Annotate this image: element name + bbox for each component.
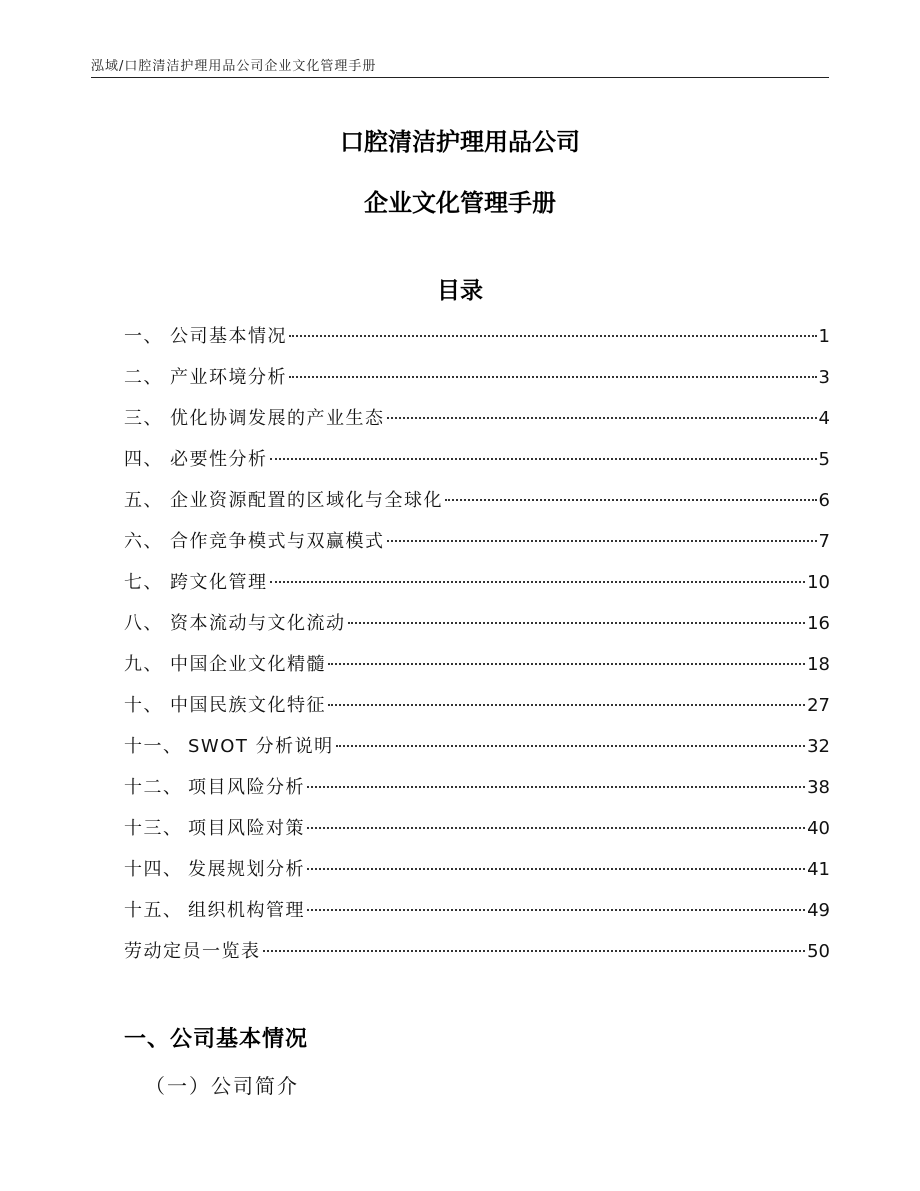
toc-entry-title: 六、 合作竞争模式与双赢模式 (124, 531, 385, 552)
toc-entry[interactable] (124, 363, 830, 404)
toc-entry-page: 7 (818, 531, 830, 552)
toc-leader-dots (307, 826, 805, 829)
toc-entry-title: 十三、 项目风险对策 (124, 818, 305, 839)
toc-entry-page: 4 (818, 408, 830, 429)
toc-entry-page: 49 (807, 900, 830, 921)
toc-leader-dots (307, 908, 805, 911)
toc-leader-dots (270, 457, 817, 460)
toc-entry-page: 32 (807, 736, 830, 757)
toc-entry[interactable] (124, 773, 830, 814)
toc-entry[interactable] (124, 486, 830, 527)
toc-entry-page: 18 (807, 654, 830, 675)
header-rule (91, 77, 829, 78)
toc-entry-page: 10 (807, 572, 830, 593)
toc-leader-dots (307, 785, 805, 788)
toc-entry-title: 九、 中国企业文化精髓 (124, 654, 326, 675)
toc-entry-page: 40 (807, 818, 830, 839)
toc-entry-title: 一、 公司基本情况 (124, 326, 287, 347)
toc-leader-dots (270, 580, 806, 583)
toc-heading: 目录 (437, 278, 483, 304)
toc-entry-title: 十一、 SWOT 分析说明 (124, 736, 334, 757)
toc-leader-dots (445, 498, 817, 501)
toc-entry-title: 七、 跨文化管理 (124, 572, 268, 593)
toc-entry-page: 38 (807, 777, 830, 798)
toc-entry-page: 27 (807, 695, 830, 716)
section-heading: 一、公司基本情况 (124, 1027, 309, 1052)
toc-leader-dots (289, 375, 817, 378)
toc-leader-dots (289, 334, 817, 337)
toc-entry[interactable] (124, 404, 830, 445)
toc-entry[interactable] (124, 896, 830, 937)
toc-leader-dots (336, 744, 805, 747)
toc-entry[interactable] (124, 322, 830, 363)
toc-entry-title: 十二、 项目风险分析 (124, 777, 305, 798)
toc-entry-title: 十五、 组织机构管理 (124, 900, 305, 921)
toc-leader-dots (328, 703, 805, 706)
toc-entry-title: 八、 资本流动与文化流动 (124, 613, 346, 634)
toc-entry-page: 1 (818, 326, 830, 347)
toc-entry-title: 十、 中国民族文化特征 (124, 695, 326, 716)
toc-entry-title: 十四、 发展规划分析 (124, 859, 305, 880)
toc-entry[interactable] (124, 568, 830, 609)
toc-entry-page: 6 (818, 490, 830, 511)
subsection-heading: （一）公司简介 (145, 1074, 299, 1098)
toc-entry[interactable] (124, 609, 830, 650)
toc-entry-title: 五、 企业资源配置的区域化与全球化 (124, 490, 443, 511)
toc-leader-dots (328, 662, 805, 665)
toc-entry[interactable] (124, 650, 830, 691)
toc-leader-dots (387, 416, 817, 419)
toc-leader-dots (307, 867, 805, 870)
toc-entry-page: 5 (818, 449, 830, 470)
table-of-contents (124, 322, 830, 978)
toc-leader-dots (263, 949, 806, 952)
toc-leader-dots (348, 621, 806, 624)
toc-entry-title: 三、 优化协调发展的产业生态 (124, 408, 385, 429)
toc-entry[interactable] (124, 855, 830, 896)
toc-entry[interactable] (124, 732, 830, 773)
toc-entry-page: 50 (807, 941, 830, 962)
toc-entry[interactable] (124, 445, 830, 486)
toc-entry-title: 二、 产业环境分析 (124, 367, 287, 388)
toc-leader-dots (387, 539, 817, 542)
toc-entry-title: 四、 必要性分析 (124, 449, 268, 470)
toc-entry-page: 41 (807, 859, 830, 880)
toc-entry[interactable] (124, 814, 830, 855)
toc-entry-page: 16 (807, 613, 830, 634)
running-header: 泓域/口腔清洁护理用品公司企业文化管理手册 (91, 59, 377, 74)
document-title-line-1: 口腔清洁护理用品公司 (340, 128, 580, 156)
toc-entry[interactable] (124, 937, 830, 978)
toc-entry[interactable] (124, 527, 830, 568)
toc-entry-page: 3 (818, 367, 830, 388)
toc-entry[interactable] (124, 691, 830, 732)
toc-entry-title: 劳动定员一览表 (124, 941, 261, 962)
document-title-line-2: 企业文化管理手册 (364, 189, 556, 217)
